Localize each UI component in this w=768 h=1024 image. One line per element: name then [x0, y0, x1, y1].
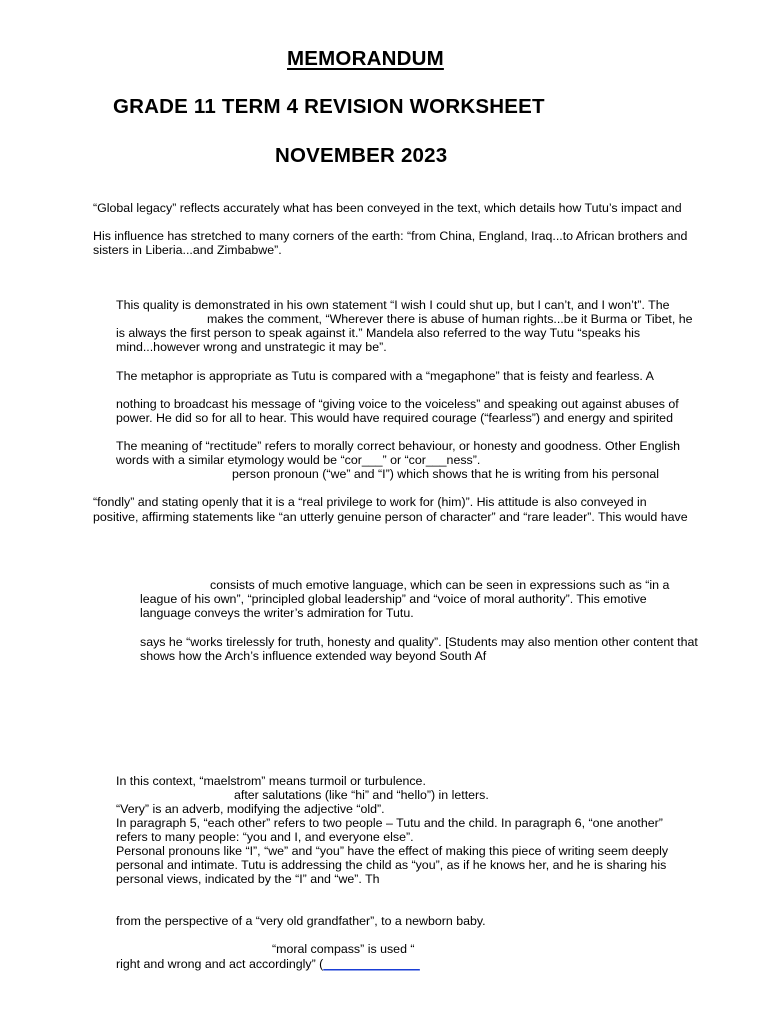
- text-line: from the perspective of a “very old grandfather”, to a newborn baby.: [116, 914, 486, 928]
- text-line: shows how the Arch’s influence extended way beyond South Af: [140, 649, 487, 663]
- date-heading: NOVEMBER 2023: [275, 144, 448, 167]
- text-line: In this context, “maelstrom” means turmoil or turbulence.: [116, 774, 426, 788]
- text-line: consists of much emotive language, which can be seen in expressions such as “in a: [210, 578, 670, 592]
- text-line: The metaphor is appropriate as Tutu is compared with a “megaphone” that is feisty and fearless. A: [116, 369, 654, 383]
- text-line: “Global legacy” reflects accurately what has been conveyed in the text, which details how Tutu’s impact and: [93, 201, 682, 215]
- text-line: power. He did so for all to hear. This would have required courage (“fearless”) and energy and spirited: [116, 411, 673, 425]
- text-line: His influence has stretched to many corners of the earth: “from China, England, Iraq...to African brothers and: [93, 229, 688, 243]
- text-line-segment: right and wrong and act accordingly” (: [116, 957, 324, 971]
- text-line: The meaning of “rectitude” refers to morally correct behaviour, or honesty and goodness. Other English: [116, 439, 681, 453]
- text-line: after salutations (like “hi” and “hello”) in letters.: [234, 788, 489, 802]
- text-line: words with a similar etymology would be “cor___” or “cor___ness”.: [116, 453, 481, 467]
- text-line: “moral compass” is used “: [272, 942, 415, 956]
- text-line: mind...however wrong and unstrategic it may be”.: [116, 340, 387, 354]
- text-line: personal and intimate. Tutu is addressing the child as “you”, as if he knows her, and he is sharing his: [116, 858, 667, 872]
- memorandum-title: MEMORANDUM: [287, 47, 444, 70]
- reference-link[interactable]: ______________: [323, 957, 420, 971]
- text-line: language conveys the writer’s admiration for Tutu.: [140, 606, 414, 620]
- text-line: makes the comment, “Wherever there is abuse of human rights...be it Burma or Tibet, he: [207, 312, 693, 326]
- text-line: refers to many people: “you and I, and everyone else”.: [116, 830, 414, 844]
- text-line: sisters in Liberia...and Zimbabwe”.: [93, 243, 282, 257]
- text-line: person pronoun (“we” and “I”) which shows that he is writing from his personal: [232, 467, 659, 481]
- text-line: [116, 957, 420, 971]
- text-line: “Very” is an adverb, modifying the adjective “old”.: [116, 802, 385, 816]
- worksheet-heading: GRADE 11 TERM 4 REVISION WORKSHEET: [113, 95, 545, 118]
- text-line: This quality is demonstrated in his own statement “I wish I could shut up, but I can’t, and I won’t”. The: [116, 298, 670, 312]
- text-line: In paragraph 5, “each other” refers to two people – Tutu and the child. In paragraph 6, “one another”: [116, 816, 663, 830]
- text-line: says he “works tirelessly for truth, honesty and quality”. [Students may also mention other content that: [140, 635, 698, 649]
- text-line: is always the first person to speak against it.” Mandela also referred to the way Tutu “speaks his: [116, 326, 641, 340]
- text-line: personal views, indicated by the “I” and “we”. Th: [116, 872, 380, 886]
- text-line: Personal pronouns like “I”, “we” and “you” have the effect of making this piece of writing seem deeply: [116, 844, 669, 858]
- text-line: nothing to broadcast his message of “giving voice to the voiceless” and speaking out against abuses of: [116, 397, 679, 411]
- text-line: “fondly” and stating openly that it is a “real privilege to work for (him)”. His attitude is also conveyed in: [93, 495, 647, 509]
- text-line: league of his own”, “principled global leadership” and “voice of moral authority”. This emotive: [140, 592, 647, 606]
- text-line: positive, affirming statements like “an utterly genuine person of character” and “rare leader”. This would have: [93, 510, 688, 524]
